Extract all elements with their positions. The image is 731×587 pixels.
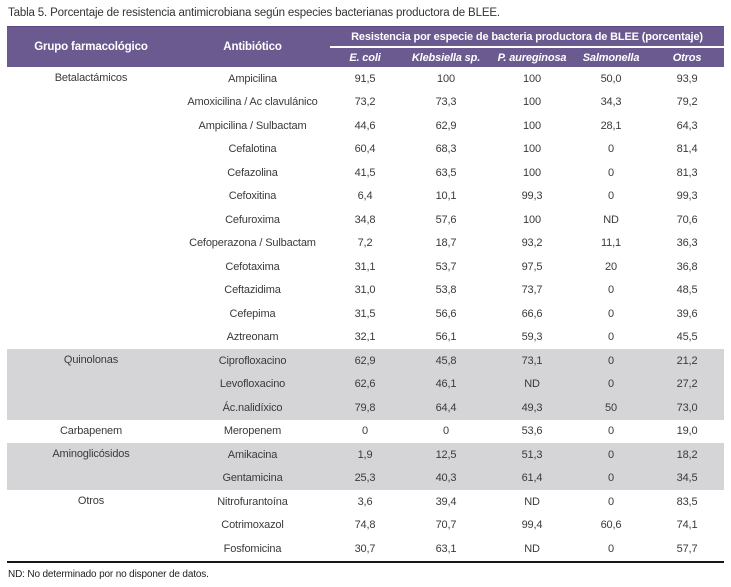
value-cell: 0 <box>608 284 614 297</box>
col-header-species: Otros <box>650 47 724 67</box>
antibiotic-cell: Cotrimoxazol <box>221 519 284 532</box>
value-cell: ND <box>524 542 540 555</box>
value-cell: 59,3 <box>521 331 543 344</box>
value-cell: 97,5 <box>521 260 543 273</box>
value-cell: 73,1 <box>492 349 572 373</box>
antibiotic-cell: Gentamicina <box>175 467 330 491</box>
value-cell: 0 <box>572 467 650 491</box>
value-cell: 1,9 <box>330 443 400 467</box>
value-cell: 66,6 <box>521 307 543 320</box>
value-cell: 36,8 <box>676 260 698 273</box>
value-cell: 40,3 <box>400 467 492 491</box>
antibiotic-cell: Ampicilina / Sulbactam <box>198 119 307 132</box>
value-cell: 53,6 <box>521 425 543 438</box>
antibiotic-cell: Fosfomicina <box>223 542 282 555</box>
value-cell: 93,2 <box>521 237 543 250</box>
value-cell: 81,3 <box>676 166 698 179</box>
group-cell: Carbapenem <box>59 424 123 437</box>
value-cell: 70,6 <box>676 213 698 226</box>
header-row-top <box>7 27 724 48</box>
value-cell: 48,5 <box>676 284 698 297</box>
value-cell: 63,1 <box>435 542 457 555</box>
value-cell: 19,0 <box>676 425 698 438</box>
table-caption: Tabla 5. Porcentaje de resistencia antimicrobiana según especies bacterianas productora de BLEE. <box>8 7 500 19</box>
value-cell: 0 <box>443 425 449 438</box>
col-header-species: P. aureginosa <box>492 47 572 67</box>
value-cell: 100 <box>437 72 455 85</box>
value-cell: 21,2 <box>650 349 724 373</box>
value-cell: 56,1 <box>435 331 457 344</box>
antibiotic-cell: Ciprofloxacino <box>175 349 330 373</box>
value-cell: 74,8 <box>354 519 376 532</box>
value-cell: 18,2 <box>650 443 724 467</box>
value-cell: 34,3 <box>600 96 622 109</box>
value-cell: 0 <box>608 307 614 320</box>
footnote: ND: No determinado por no disponer de datos. <box>8 568 209 580</box>
antibiotic-cell: Cefazolina <box>227 166 278 179</box>
value-cell: 31,5 <box>354 307 376 320</box>
antibiotic-cell: Ampicilina <box>228 72 277 85</box>
value-cell: 64,4 <box>400 396 492 420</box>
value-cell: 31,0 <box>354 284 376 297</box>
value-cell: 100 <box>523 72 541 85</box>
resistance-table <box>7 26 724 563</box>
value-cell: 64,3 <box>676 119 698 132</box>
value-cell: ND <box>492 373 572 397</box>
value-cell: 0 <box>608 542 614 555</box>
value-cell: 3,6 <box>357 495 373 508</box>
value-cell: 0 <box>362 425 368 438</box>
table-row <box>7 490 724 514</box>
value-cell: 34,5 <box>650 467 724 491</box>
antibiotic-cell: Cefepima <box>229 307 276 320</box>
table-row <box>7 67 724 91</box>
value-cell: 100 <box>523 143 541 156</box>
antibiotic-cell: Aztreonam <box>226 331 279 344</box>
value-cell: 57,7 <box>676 542 698 555</box>
value-cell: 57,6 <box>435 213 457 226</box>
value-cell: 73,7 <box>521 284 543 297</box>
col-header-species: Klebsiella sp. <box>400 47 492 67</box>
value-cell: 45,8 <box>400 349 492 373</box>
value-cell: 73,2 <box>354 96 376 109</box>
table-header <box>7 27 724 68</box>
antibiotic-cell: Cefotaxima <box>225 260 280 273</box>
antibiotic-cell: Levofloxacino <box>175 373 330 397</box>
value-cell: 31,1 <box>354 260 376 273</box>
col-header-resistance-span: Resistencia por especie de bacteria productora de BLEE (porcentaje) <box>330 27 724 48</box>
table-row <box>7 420 724 444</box>
value-cell: 30,7 <box>354 542 376 555</box>
value-cell: 100 <box>523 96 541 109</box>
table-body <box>7 67 724 562</box>
value-cell: 10,1 <box>435 190 457 203</box>
value-cell: 0 <box>572 349 650 373</box>
value-cell: 53,8 <box>435 284 457 297</box>
value-cell: 20 <box>605 260 617 273</box>
value-cell: 99,4 <box>521 519 543 532</box>
value-cell: 46,1 <box>400 373 492 397</box>
value-cell: 50,0 <box>600 72 622 85</box>
value-cell: 62,6 <box>330 373 400 397</box>
value-cell: 11,1 <box>601 237 621 250</box>
value-cell: 27,2 <box>650 373 724 397</box>
group-cell: Otros <box>77 495 105 507</box>
value-cell: 79,8 <box>330 396 400 420</box>
antibiotic-cell: Cefoxitina <box>228 190 277 203</box>
table-row <box>7 349 724 373</box>
value-cell: ND <box>603 213 619 226</box>
group-cell: Betalactámicos <box>54 72 128 84</box>
table-row <box>7 443 724 467</box>
col-header-group: Grupo farmacológico <box>7 27 175 68</box>
value-cell: 0 <box>608 425 614 438</box>
value-cell: 93,9 <box>676 72 698 85</box>
antibiotic-cell: Meropenem <box>223 425 282 438</box>
antibiotic-cell: Ceftazidima <box>224 284 281 297</box>
value-cell: 7,2 <box>357 237 373 250</box>
value-cell: 12,5 <box>400 443 492 467</box>
value-cell: 36,3 <box>676 237 698 250</box>
antibiotic-cell: Cefuroxima <box>225 213 280 226</box>
antibiotic-cell: Amikacina <box>175 443 330 467</box>
value-cell: 70,7 <box>435 519 457 532</box>
value-cell: 100 <box>523 119 541 132</box>
value-cell: 49,3 <box>492 396 572 420</box>
antibiotic-cell: Ác.nalidíxico <box>175 396 330 420</box>
value-cell: ND <box>524 495 540 508</box>
value-cell: 39,4 <box>435 495 457 508</box>
value-cell: 0 <box>608 331 614 344</box>
value-cell: 61,4 <box>492 467 572 491</box>
value-cell: 99,3 <box>521 190 543 203</box>
value-cell: 18,7 <box>435 237 457 250</box>
value-cell: 62,9 <box>330 349 400 373</box>
value-cell: 50 <box>572 396 650 420</box>
value-cell: 39,6 <box>676 307 698 320</box>
value-cell: 73,3 <box>435 96 457 109</box>
antibiotic-cell: Cefoperazona / Sulbactam <box>189 237 316 250</box>
value-cell: 0 <box>572 443 650 467</box>
value-cell: 81,4 <box>676 143 698 156</box>
value-cell: 44,6 <box>354 119 376 132</box>
antibiotic-cell: Cefalotina <box>228 143 277 156</box>
value-cell: 45,5 <box>676 331 698 344</box>
value-cell: 100 <box>523 166 541 179</box>
value-cell: 100 <box>523 213 541 226</box>
value-cell: 0 <box>608 166 614 179</box>
value-cell: 99,3 <box>676 190 698 203</box>
value-cell: 32,1 <box>354 331 376 344</box>
col-header-species: Salmonella <box>572 47 650 67</box>
value-cell: 51,3 <box>492 443 572 467</box>
value-cell: 53,7 <box>435 260 457 273</box>
value-cell: 91,5 <box>354 72 376 85</box>
value-cell: 63,5 <box>435 166 457 179</box>
value-cell: 0 <box>608 495 614 508</box>
value-cell: 60,6 <box>600 519 622 532</box>
value-cell: 25,3 <box>330 467 400 491</box>
value-cell: 0 <box>572 373 650 397</box>
value-cell: 56,6 <box>435 307 457 320</box>
value-cell: 60,4 <box>354 143 376 156</box>
value-cell: 28,1 <box>600 119 622 132</box>
value-cell: 74,1 <box>676 519 698 532</box>
value-cell: 41,5 <box>354 166 376 179</box>
col-header-species: E. coli <box>330 47 400 67</box>
group-cell: Quinolonas <box>7 349 175 420</box>
value-cell: 83,5 <box>676 495 698 508</box>
value-cell: 6,4 <box>357 190 373 203</box>
value-cell: 0 <box>608 190 614 203</box>
group-cell: Aminoglicósidos <box>7 443 175 490</box>
value-cell: 62,9 <box>435 119 457 132</box>
value-cell: 34,8 <box>354 213 376 226</box>
antibiotic-cell: Nitrofurantoína <box>217 495 288 508</box>
value-cell: 73,0 <box>650 396 724 420</box>
value-cell: 79,2 <box>676 96 698 109</box>
antibiotic-cell: Amoxicilina / Ac clavulánico <box>187 96 318 109</box>
col-header-antibiotic: Antibiótico <box>175 27 330 68</box>
value-cell: 0 <box>608 143 614 156</box>
value-cell: 68,3 <box>435 143 457 156</box>
